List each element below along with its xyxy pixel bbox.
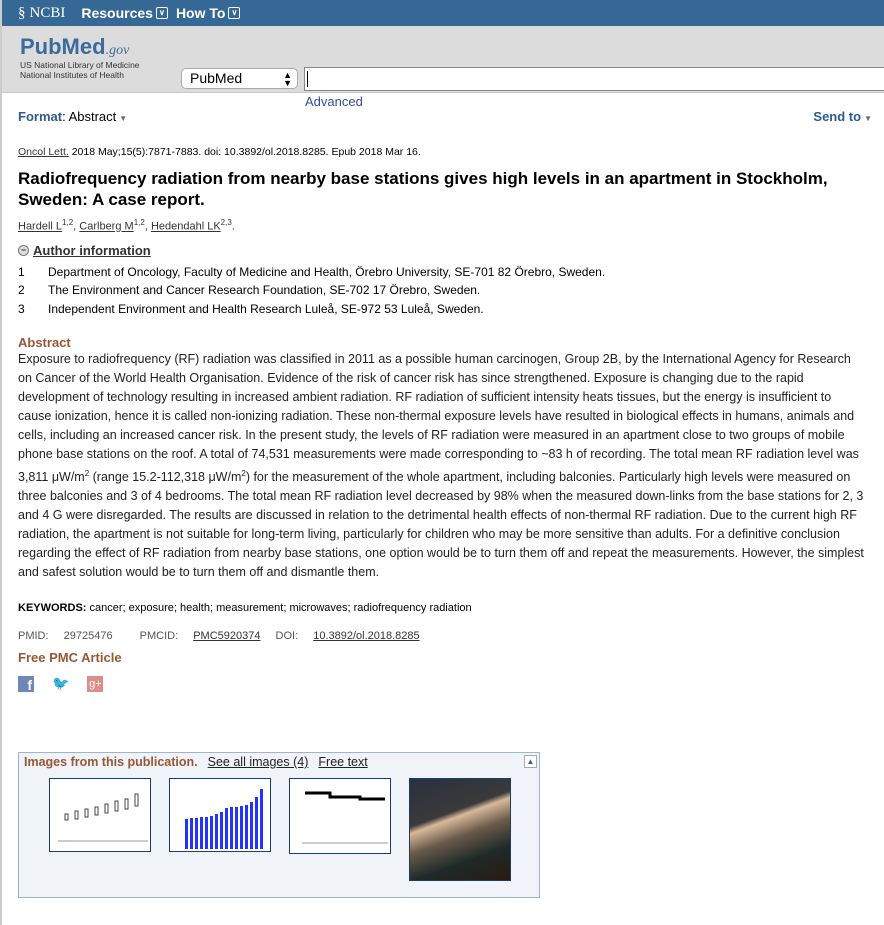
- pmid: 29725476: [63, 630, 113, 643]
- chevron-down-icon: ∨: [228, 7, 240, 19]
- figure-thumbnail-barchart[interactable]: [169, 778, 271, 852]
- search-input[interactable]: [304, 67, 884, 91]
- see-all-images-link[interactable]: See all images (4): [207, 755, 309, 769]
- affiliation: 2 The Environment and Cancer Research Foundation, SE-702 17 Örebro, Sweden.: [18, 283, 481, 298]
- author-link[interactable]: Hedendahl LK: [150, 220, 221, 233]
- ncbi-topbar: [2, 0, 884, 26]
- ncbi-logo[interactable]: § NCBI: [18, 4, 66, 21]
- resources-menu[interactable]: Resources ∨: [81, 5, 168, 21]
- free-pmc-article-link[interactable]: Free PMC Article: [18, 650, 122, 666]
- journal-link[interactable]: Oncol Lett.: [18, 146, 69, 158]
- free-text-link[interactable]: Free text: [318, 755, 368, 769]
- share-buttons: [18, 675, 868, 692]
- pubmed-logo[interactable]: PubMed.gov US National Library of Medicine National Institutes of Health: [20, 34, 140, 80]
- format-selector[interactable]: Format: Abstract ▼: [18, 109, 128, 124]
- facebook-icon[interactable]: f: [18, 676, 34, 692]
- org-line-2: National Institutes of Health: [20, 70, 124, 80]
- citation: Oncol Lett. 2018 May;15(5):7871-7883. doi: 10.3892/ol.2018.8285. Epub 2018 Mar 16.: [18, 146, 421, 158]
- affiliation: 1 Department of Oncology, Faculty of Medicine and Health, Örebro University, SE-701 82 Örebro, Sweden.: [18, 264, 606, 279]
- caret-down-icon: ▼: [864, 114, 872, 123]
- send-to-button[interactable]: Send to ▼: [813, 109, 872, 124]
- author-info-toggle[interactable]: − Author information: [18, 243, 868, 258]
- chevron-down-icon: ∨: [156, 7, 168, 19]
- figure-thumbnail-photo[interactable]: [409, 778, 511, 881]
- org-line-1: US National Library of Medicine: [20, 60, 140, 70]
- images-title: Images from this publication.: [24, 755, 198, 769]
- ncbi-helix-icon: §: [18, 4, 26, 21]
- author-list: Hardell L$^{1,2}$, Carlberg M$^{1,2}$, Hedendahl LK$^{2,3}$.: [18, 218, 235, 233]
- collapse-icon: −: [18, 245, 29, 256]
- abstract-heading: Abstract: [18, 335, 71, 351]
- affiliation: 3 Independent Environment and Health Research Luleå, SE-972 53 Luleå, Sweden.: [18, 301, 484, 316]
- updown-icon: ▲ ▼: [283, 70, 292, 88]
- database-select[interactable]: PubMed ▲ ▼: [181, 68, 298, 89]
- howto-menu[interactable]: How To ∨: [176, 5, 241, 21]
- keywords: KEYWORDS: cancer; exposure; health; measurement; microwaves; radiofrequency radiation: [18, 602, 472, 615]
- figure-thumbnail-boxplot[interactable]: [49, 778, 151, 852]
- abstract-text: Exposure to radiofrequency (RF) radiation was classified in 2011 as a possible human carcinogen, Group 2B, by the International Agency for Research on Cancer of the World Health Organisation. Evidence of the risk of cancer risk has since strengthened. Exposure is changing due to the rapid development of technology resulting in increased ambient radiation. RF radiation of sufficient intensity heats tissues, but the energy is insufficient to cause ionization, hence it is called non-ionizing radiation. These non-thermal exposure levels have resulted in biological effects in humans, animals and cells, including an increased cancer risk. In the present study, the levels of RF radiation were measured in an apartment close to two groups of mobile phone base stations on the roof. A total of 74,531 measurements were made corresponding to ~83 h of recording. The total mean RF radiation level was 3,811 $\mu W/m^2$ (range 15.2-112,318 $\mu W/m^2$) for the measurement of the whole apartment, including balconies. Particularly high levels were measured on three balconies and 3 of 4 bedrooms. The total mean RF radiation level decreased by 98% when the measured down-links from the base stations for 2, 3 and 4 G were disregarded. The results are discussed in relation to the detrimental health effects of non-thermal RF radiation. Due to the current high RF radiation, the apartment is not suitable for long-term living, particularly for children who may be more sensitive than adults. For a definitive conclusion regarding the effect of RF radiation from nearby base stations, one option would be to turn them off and repeat the measurements. However, the simplest and safest solution would be to turn them off and dismantle them.: [18, 352, 864, 580]
- caret-down-icon: ▼: [119, 114, 128, 123]
- google-plus-icon[interactable]: g+: [89, 677, 102, 690]
- doi-link[interactable]: 10.3892/ol.2018.8285: [313, 630, 420, 643]
- collapse-up-icon[interactable]: ▲: [524, 755, 537, 768]
- affiliations: [18, 263, 868, 319]
- pmcid-link[interactable]: PMC5920374: [193, 630, 261, 643]
- twitter-icon[interactable]: 🐦: [52, 675, 70, 692]
- images-panel: [18, 752, 540, 898]
- article-title: Radiofrequency radiation from nearby base stations gives high levels in an apartment in Stockholm, Sweden: A case report.: [18, 169, 828, 209]
- author-link[interactable]: Carlberg M: [79, 220, 134, 233]
- figure-thumbnail-timeseries[interactable]: [289, 778, 391, 854]
- pubmed-header: [2, 26, 884, 109]
- identifiers: PMID: 29725476 PMCID: PMC5920374 DOI: 10.3892/ol.2018.8285: [18, 630, 420, 643]
- author-link[interactable]: Hardell L: [18, 220, 63, 233]
- advanced-search-link[interactable]: Advanced: [305, 94, 363, 109]
- article: [18, 146, 868, 692]
